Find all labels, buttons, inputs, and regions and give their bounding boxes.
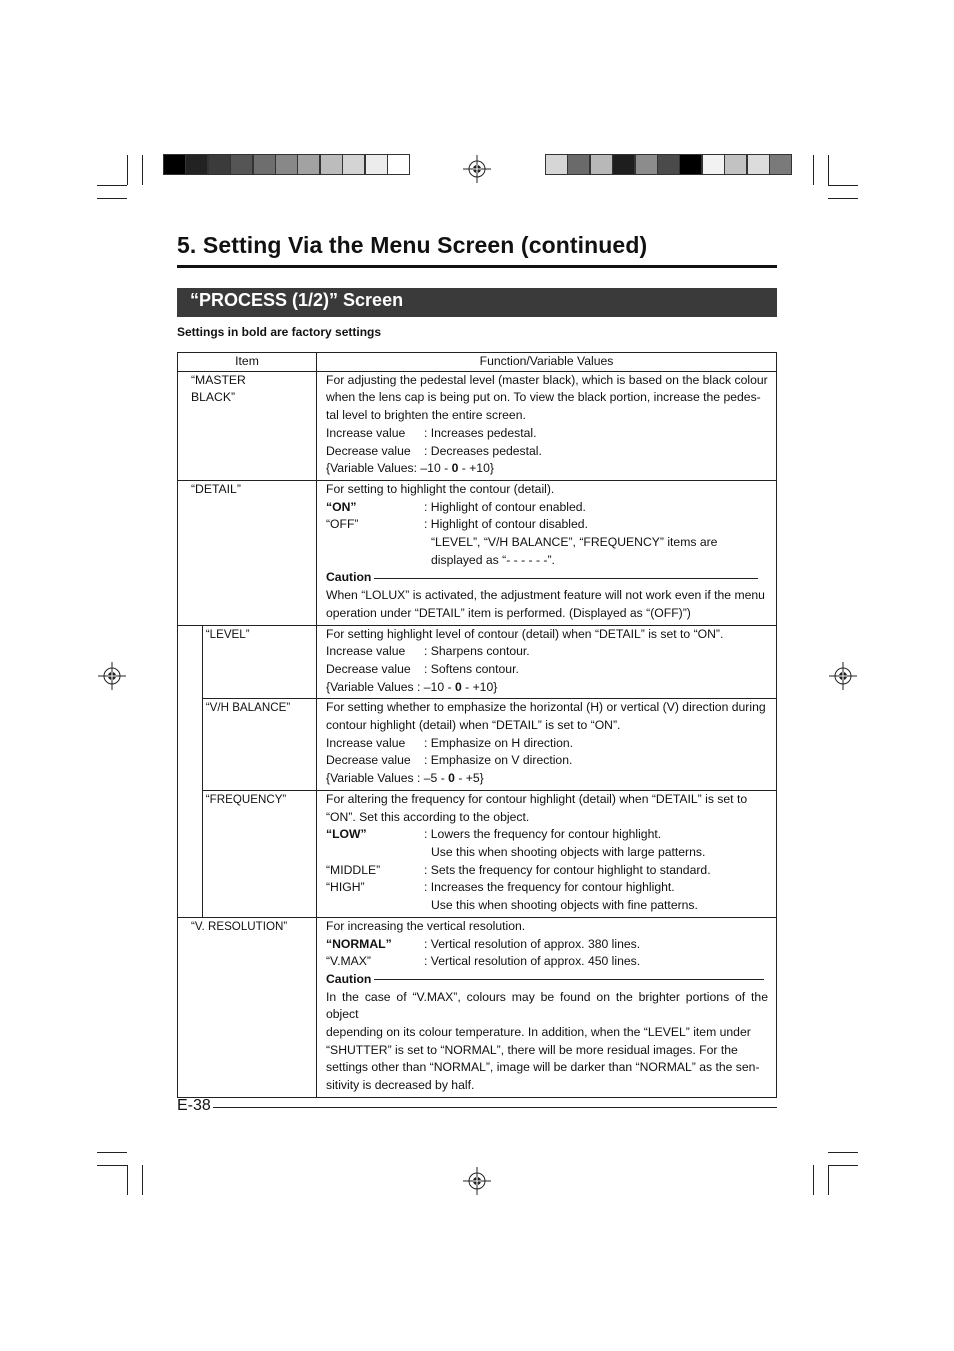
footer-rule	[213, 1107, 777, 1108]
description-line: For adjusting the pedestal level (master black), which is based on the black colour	[326, 372, 768, 387]
section-heading-text: “PROCESS (1/2)” Screen	[190, 290, 404, 310]
variable-values	[326, 679, 768, 697]
option-value: : Increases pedestal.	[424, 425, 537, 440]
table-row-v-resolution	[178, 917, 777, 1097]
option-row	[326, 862, 768, 880]
item-name: “DETAIL”	[178, 480, 317, 625]
option-value: : Emphasize on V direction.	[424, 753, 573, 768]
caution-line: In the case of “V.MAX”, colours may be found on the brighter portions of the object	[326, 989, 768, 1022]
item-name	[178, 917, 317, 1097]
caution-rule	[374, 578, 758, 579]
variable-values-default: 0	[454, 679, 462, 694]
item-function	[317, 917, 777, 1097]
variable-values-prefix: {Variable Values : –10 -	[326, 679, 455, 694]
item-function	[317, 699, 777, 791]
option-key: Increase value	[326, 425, 406, 440]
option-key: Decrease value	[326, 661, 411, 676]
calibration-swatch	[387, 154, 410, 175]
option-row	[326, 953, 768, 971]
option-row	[326, 752, 768, 770]
option-note: “LEVEL”, “V/H BALANCE”, “FREQUENCY” items are	[431, 535, 718, 550]
sub-item-indent	[178, 699, 203, 791]
caution-line: operation under “DETAIL” item is performed. (Displayed as “(OFF)”)	[326, 605, 691, 620]
option-key: Increase value	[326, 644, 406, 659]
table-row-level	[178, 625, 777, 699]
caution-heading	[326, 971, 768, 989]
description-line: For setting to highlight the contour (detail).	[326, 481, 555, 496]
calibration-swatch	[747, 154, 770, 175]
settings-table	[177, 352, 777, 1098]
column-header-function: Function/Variable Values	[317, 353, 777, 372]
variable-values-suffix: - +10}	[458, 461, 494, 476]
option-value: : Decreases pedestal.	[424, 443, 542, 458]
option-value: : Sets the frequency for contour highlight to standard.	[424, 862, 711, 877]
calibration-swatch	[342, 154, 365, 175]
option-row	[326, 879, 768, 897]
variable-values	[326, 770, 768, 788]
option-row	[326, 826, 768, 844]
caution-label: Caution	[326, 570, 372, 585]
option-row	[326, 643, 768, 661]
item-function	[317, 790, 777, 917]
option-key: “LOW”	[326, 827, 367, 842]
calibration-swatch	[590, 154, 613, 175]
option-value: : Sharpens contour.	[424, 644, 530, 659]
caution-rule	[374, 979, 764, 980]
option-row	[326, 936, 768, 954]
item-name-text: “V. RESOLUTION”	[191, 919, 288, 933]
caution-line: settings other than “NORMAL”, image will be darker than “NORMAL” as the sen-	[326, 1060, 760, 1075]
variable-values-default: 0	[448, 771, 455, 786]
calibration-swatch	[185, 154, 208, 175]
option-key: “V.MAX”	[326, 954, 371, 969]
description-line: when the lens cap is being put on. To view the black portion, increase the pedes-	[326, 390, 761, 405]
description-line: For setting highlight level of contour (detail) when “DETAIL” is set to “ON”.	[326, 626, 724, 641]
item-function	[317, 625, 777, 699]
option-note: displayed as “- - - - - -”.	[431, 552, 555, 567]
calibration-swatch	[612, 154, 635, 175]
caution-heading	[326, 569, 768, 587]
option-key: Decrease value	[326, 443, 411, 458]
title-underline	[177, 265, 777, 268]
item-name-line: BLACK”	[191, 390, 236, 405]
page-title: 5. Setting Via the Menu Screen (continued)	[177, 232, 648, 258]
option-note: Use this when shooting objects with large patterns.	[431, 844, 706, 859]
option-value: : Softens contour.	[424, 661, 519, 676]
variable-values-prefix: {Variable Values : –5 -	[326, 771, 449, 786]
caution-line: depending on its colour temperature. In addition, when the “LEVEL” item under	[326, 1025, 751, 1040]
calibration-swatch	[297, 154, 320, 175]
option-row	[326, 516, 768, 534]
option-key: Increase value	[326, 735, 406, 750]
calibration-swatch	[230, 154, 253, 175]
table-row-detail	[178, 480, 777, 625]
option-note: Use this when shooting objects with fine patterns.	[431, 898, 698, 913]
table-row-master-black	[178, 371, 777, 480]
item-function	[317, 371, 777, 480]
registration-target-icon	[463, 1167, 491, 1195]
description-line: “ON”. Set this according to the object.	[326, 809, 530, 824]
option-key: “MIDDLE”	[326, 862, 381, 877]
calibration-swatch	[365, 154, 388, 175]
calibration-swatch	[679, 154, 702, 175]
table-row-vh-balance	[178, 699, 777, 791]
calibration-swatch	[545, 154, 568, 175]
caution-line: sitivity is decreased by half.	[326, 1078, 475, 1093]
column-header-item: Item	[178, 353, 317, 372]
calibration-swatch	[769, 154, 792, 175]
description-line: For setting whether to emphasize the horizontal (H) or vertical (V) direction during	[326, 700, 766, 715]
description-line: For increasing the vertical resolution.	[326, 918, 526, 933]
registration-target-icon	[98, 662, 126, 690]
option-key: “NORMAL”	[326, 936, 392, 951]
item-function	[317, 480, 777, 625]
option-key: Decrease value	[326, 753, 411, 768]
option-key: “HIGH”	[326, 880, 365, 895]
caution-line: When “LOLUX” is activated, the adjustment feature will not work even if the menu	[326, 588, 765, 603]
option-row	[326, 735, 768, 753]
option-value: : Vertical resolution of approx. 450 lines.	[424, 954, 641, 969]
description-line: contour highlight (detail) when “DETAIL” is set to “ON”.	[326, 718, 621, 733]
option-value: : Increases the frequency for contour highlight.	[424, 880, 675, 895]
calibration-swatch	[253, 154, 276, 175]
registration-target-icon	[829, 662, 857, 690]
calibration-swatch	[320, 154, 343, 175]
factory-settings-note: Settings in bold are factory settings	[177, 325, 382, 339]
variable-values-suffix: - +5}	[454, 771, 484, 786]
sub-item-indent	[178, 625, 203, 699]
item-name: “FREQUENCY”	[202, 790, 316, 917]
option-value: : Lowers the frequency for contour highlight.	[424, 827, 662, 842]
option-row	[326, 443, 768, 461]
item-name-line: “MASTER	[191, 372, 246, 387]
option-row	[326, 499, 768, 517]
section-heading	[177, 288, 777, 317]
option-value: : Vertical resolution of approx. 380 lines.	[424, 936, 641, 951]
option-value: : Highlight of contour disabled.	[424, 517, 588, 532]
description-line: For altering the frequency for contour highlight (detail) when “DETAIL” is set to	[326, 791, 748, 806]
calibration-swatch	[724, 154, 747, 175]
item-name: “V/H BALANCE”	[202, 699, 316, 791]
calibration-swatch	[702, 154, 725, 175]
item-name	[178, 371, 317, 480]
option-row	[326, 661, 768, 679]
option-row	[326, 425, 768, 443]
sub-item-indent	[178, 790, 203, 917]
calibration-swatch	[657, 154, 680, 175]
table-row-frequency	[178, 790, 777, 917]
calibration-swatch	[567, 154, 590, 175]
item-name: “LEVEL”	[202, 625, 316, 699]
calibration-swatch	[208, 154, 231, 175]
table-header-row	[178, 353, 777, 372]
variable-values-suffix: - +10}	[461, 679, 498, 694]
registration-target-icon	[463, 155, 491, 183]
option-value: : Highlight of contour enabled.	[424, 499, 586, 514]
caution-line: “SHUTTER” is set to “NORMAL”, there will be more residual images. For the	[326, 1042, 738, 1057]
variable-values	[326, 460, 768, 478]
option-key: “ON”	[326, 499, 357, 514]
calibration-swatch	[163, 154, 186, 175]
variable-values-default: 0	[451, 461, 459, 476]
calibration-swatch	[635, 154, 658, 175]
calibration-swatch	[275, 154, 298, 175]
caution-label: Caution	[326, 971, 372, 986]
option-key: “OFF”	[326, 517, 359, 532]
variable-values-prefix: {Variable Values: –10 -	[326, 461, 452, 476]
description-line: tal level to brighten the entire screen.	[326, 408, 526, 423]
option-value: : Emphasize on H direction.	[424, 735, 574, 750]
page-number: E-38	[177, 1097, 211, 1114]
